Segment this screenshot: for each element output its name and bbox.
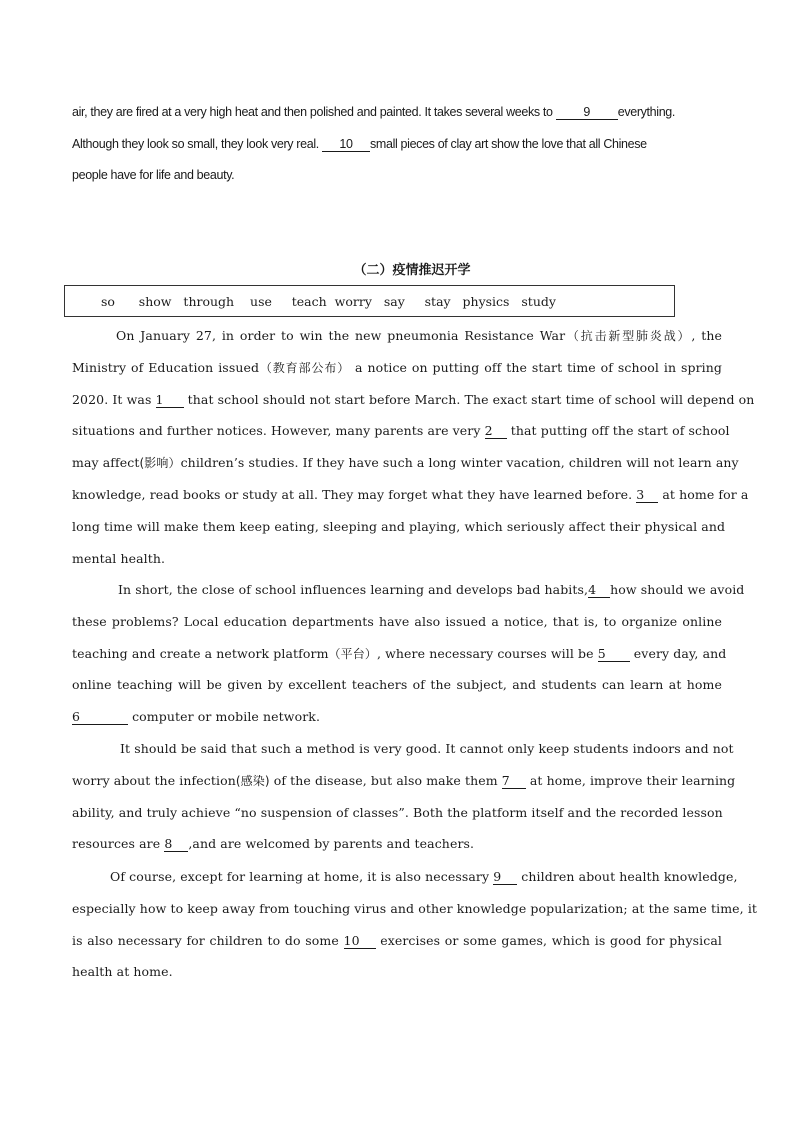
blank-5[interactable]: 5 bbox=[598, 647, 630, 662]
chinese-gloss: （平台） bbox=[328, 646, 377, 661]
text: a notice on putting off the start time of school in spring bbox=[350, 359, 723, 375]
blank-3[interactable]: 3 bbox=[636, 488, 658, 503]
line bbox=[72, 384, 755, 416]
line: online teaching will be given by excellent teachers of the subject, and students can learn at home bbox=[72, 677, 722, 693]
line: It should be said that such a method is very good. It cannot only keep students indoors and not bbox=[120, 741, 734, 756]
word-bank-item: use bbox=[250, 293, 272, 309]
word-bank-item: through bbox=[183, 293, 235, 309]
text: Ministry of Education issued bbox=[72, 359, 260, 375]
text: computer or mobile network. bbox=[128, 709, 321, 725]
text: how should we avoid bbox=[610, 582, 745, 597]
text: at home, improve their learning bbox=[525, 772, 736, 788]
text: teaching and create a network platform bbox=[72, 645, 329, 661]
text: children about health knowledge, bbox=[517, 869, 738, 884]
text: worry about the infection bbox=[72, 772, 236, 788]
text: of the disease, but also make them bbox=[269, 772, 502, 788]
line bbox=[72, 320, 722, 352]
word-bank bbox=[64, 285, 675, 317]
previous-line-2 bbox=[72, 129, 722, 161]
text: that putting off the start of school bbox=[506, 423, 730, 439]
word-bank-item: worry bbox=[334, 293, 372, 309]
line bbox=[72, 415, 730, 447]
line bbox=[72, 447, 739, 479]
text: that school should not start before March. The exact start time of school will depend on bbox=[183, 391, 755, 407]
previous-line-1 bbox=[72, 97, 722, 129]
line bbox=[72, 352, 722, 384]
line: long time will make them keep eating, sleeping and playing, which seriously affect their physical and bbox=[72, 518, 726, 534]
blank-9[interactable]: 9 bbox=[493, 870, 517, 885]
text: On January 27, in order to win the new pneumonia Resistance War bbox=[116, 328, 566, 343]
line bbox=[72, 574, 745, 606]
word-bank-item: show bbox=[138, 293, 172, 309]
blank-1[interactable]: 1 bbox=[156, 393, 184, 408]
blank-4[interactable]: 4 bbox=[588, 583, 610, 598]
blank-8[interactable]: 8 bbox=[164, 837, 188, 852]
line: mental health. bbox=[72, 550, 166, 566]
blank-9[interactable]: 9 bbox=[556, 105, 618, 120]
line: especially how to keep away from touching virus and other knowledge popularization; at the same time, it bbox=[72, 900, 758, 916]
word-bank-item: teach bbox=[291, 293, 327, 309]
text: may affect bbox=[72, 455, 140, 471]
line bbox=[72, 479, 749, 511]
blank-10[interactable]: 10 bbox=[322, 137, 370, 152]
word-bank-item: stay bbox=[424, 293, 451, 309]
line bbox=[72, 765, 736, 797]
line: health at home. bbox=[72, 964, 173, 980]
line bbox=[72, 861, 738, 893]
text: children’s studies. If they have such a long winter vacation, children will not learn any bbox=[180, 455, 739, 471]
line: ability, and truly achieve “no suspension of classes”. Both the platform itself and the recorded lesson bbox=[72, 804, 723, 820]
line bbox=[72, 925, 722, 957]
blank-10[interactable]: 10 bbox=[344, 934, 376, 949]
word-bank-item: physics bbox=[462, 293, 510, 309]
chinese-gloss: (影响） bbox=[139, 456, 181, 471]
chinese-gloss: （抗击新型肺炎战） bbox=[565, 329, 692, 343]
blank-2[interactable]: 2 bbox=[485, 424, 507, 439]
text: at home for a bbox=[658, 486, 749, 502]
text: , the bbox=[691, 328, 722, 343]
text: air, they are fired at a very high heat and then polished and painted. It takes several weeks to bbox=[72, 105, 556, 119]
word-bank-item: study bbox=[521, 293, 556, 309]
paragraph-4 bbox=[72, 861, 758, 988]
paragraph-1 bbox=[72, 320, 755, 574]
text: exercises or some games, which is good for physical bbox=[375, 932, 722, 948]
word-bank-item: so bbox=[101, 293, 115, 309]
paragraph-3 bbox=[72, 733, 736, 860]
line bbox=[72, 828, 722, 860]
line bbox=[72, 638, 727, 670]
chinese-gloss: （教育部公布） bbox=[259, 360, 351, 375]
previous-line-3: people have for life and beauty. bbox=[72, 168, 235, 182]
text: Of course, except for learning at home, it is also necessary bbox=[110, 869, 494, 884]
blank-7[interactable]: 7 bbox=[502, 774, 526, 789]
text: small pieces of clay art show the love that all Chinese bbox=[370, 136, 647, 151]
text: In short, the close of school influences learning and develops bad habits, bbox=[118, 582, 589, 597]
text: every day, and bbox=[629, 645, 727, 661]
section-title: （二）疫情推迟开学 bbox=[353, 263, 471, 278]
text: 2020. It was bbox=[72, 391, 156, 407]
text: knowledge, read books or study at all. They may forget what they have learned before. bbox=[72, 486, 637, 502]
line: these problems? Local education departments have also issued a notice, that is, to organize online bbox=[72, 613, 722, 629]
text: resources are bbox=[72, 836, 165, 852]
text: , where necessary courses will be bbox=[376, 645, 598, 661]
blank-6[interactable]: 6 bbox=[72, 710, 128, 725]
chinese-gloss: (感染) bbox=[235, 773, 270, 788]
text: ,and are welcomed by parents and teachers. bbox=[188, 836, 475, 852]
previous-passage bbox=[72, 97, 722, 192]
text: situations and further notices. However, many parents are very bbox=[72, 423, 485, 439]
text: Although they look so small, they look very real. bbox=[72, 136, 322, 151]
text: is also necessary for children to do some bbox=[72, 932, 344, 948]
line bbox=[72, 701, 722, 733]
word-bank-item: say bbox=[383, 293, 405, 309]
text: everything. bbox=[617, 105, 676, 119]
paragraph-2 bbox=[72, 574, 745, 733]
